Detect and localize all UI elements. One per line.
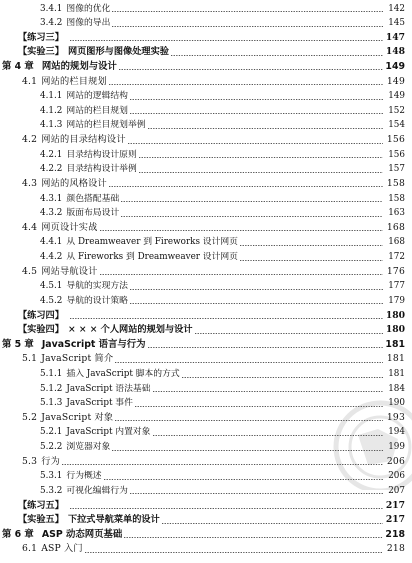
toc-title: JavaScript 简介: [41, 353, 114, 365]
dot-leader: [109, 84, 383, 85]
dot-leader: [171, 55, 383, 56]
toc-exercise-entry[interactable]: [18, 309, 405, 323]
toc-title: 可视化编辑行为: [66, 485, 128, 496]
toc-section-entry[interactable]: [40, 279, 405, 293]
toc-chapter-entry[interactable]: [2, 60, 405, 74]
toc-number: 4.3.2: [40, 208, 63, 219]
toc-page-number: 207: [388, 485, 405, 496]
toc-number: 【练习五】: [18, 499, 64, 511]
toc-number: 4.1.3: [40, 120, 63, 131]
toc-exercise-entry[interactable]: [18, 513, 405, 527]
toc-section-entry[interactable]: [40, 235, 405, 249]
toc-section-entry[interactable]: [40, 104, 405, 118]
toc-number: 4.5.2: [40, 295, 63, 306]
toc-page-number: 199: [388, 442, 405, 453]
toc-page-number: 149: [386, 75, 405, 87]
toc-title: 网页设计实战: [41, 221, 98, 233]
toc-page-number: 145: [388, 18, 405, 29]
toc-title: 图像的优化: [66, 3, 111, 14]
toc-page-number: 190: [388, 398, 405, 409]
dot-leader: [130, 303, 383, 304]
toc-number: 4.1.2: [40, 105, 63, 116]
toc-page-number: 158: [386, 177, 405, 189]
toc-section-entry[interactable]: [40, 294, 405, 308]
toc-exercise-entry[interactable]: [18, 31, 405, 45]
toc-page-number: 194: [388, 427, 405, 438]
dot-leader: [148, 128, 383, 129]
toc-title: 导航的设计策略: [66, 295, 128, 306]
toc-title: 网站导航设计: [41, 265, 98, 277]
toc-number: 【实验五】: [18, 514, 64, 526]
toc-section-entry[interactable]: [40, 2, 405, 16]
toc-section-entry[interactable]: [22, 352, 405, 366]
toc-title: JavaScript 内置对象: [66, 427, 151, 438]
toc-page-number: 176: [386, 265, 405, 277]
toc-number: 4.3: [22, 177, 38, 189]
toc-section-entry[interactable]: [22, 542, 405, 556]
toc-section-entry[interactable]: [22, 133, 405, 147]
toc-title: 目录结构设计原则: [66, 149, 137, 160]
toc-chapter-entry[interactable]: [2, 528, 405, 542]
dot-leader: [130, 113, 383, 114]
dot-leader: [115, 362, 383, 363]
dot-leader: [112, 11, 383, 12]
dot-leader: [130, 493, 383, 494]
dot-leader: [148, 347, 383, 348]
toc-title: 网站的栏目规划: [41, 75, 107, 87]
toc-page-number: 181: [385, 338, 405, 350]
toc-number: 4.1: [22, 75, 38, 87]
toc-title: 目录结构设计举例: [66, 164, 137, 175]
toc-page-number: 157: [388, 164, 405, 175]
toc-title: 网站的目录结构设计: [41, 134, 126, 146]
dot-leader: [130, 289, 383, 290]
toc-section-entry[interactable]: [40, 192, 405, 206]
toc-page-number: 147: [385, 31, 405, 43]
toc-title: JavaScript 语法基础: [66, 383, 151, 394]
dot-leader: [240, 260, 383, 261]
dot-leader: [100, 230, 383, 231]
toc-title: 颜色搭配基础: [66, 193, 120, 204]
dot-leader: [182, 377, 383, 378]
dot-leader: [70, 508, 383, 509]
dot-leader: [162, 523, 383, 524]
toc-page-number: 181: [386, 353, 405, 365]
toc-section-entry[interactable]: [22, 221, 405, 235]
dot-leader: [240, 245, 383, 246]
toc-number: 4.5.1: [40, 281, 63, 292]
toc-number: 【实验四】: [18, 324, 64, 336]
dot-leader: [119, 69, 383, 70]
toc-page-number: 180: [385, 324, 405, 336]
toc-section-entry[interactable]: [40, 148, 405, 162]
toc-title: 浏览器对象: [66, 442, 111, 453]
toc-number: 5.1.1: [40, 369, 63, 379]
toc-number: 5.2.2: [40, 442, 63, 453]
toc-page-number: 154: [388, 120, 405, 131]
toc-section-entry[interactable]: [40, 16, 405, 30]
toc-page-number: 156: [386, 134, 405, 146]
toc-section-entry[interactable]: [40, 367, 405, 381]
dot-leader: [85, 552, 383, 553]
dot-leader: [153, 391, 384, 392]
toc-title: 行为概述: [66, 471, 102, 482]
toc-number: 4.4.1: [40, 237, 63, 248]
toc-title: JavaScript 对象: [41, 411, 114, 423]
toc-exercise-entry[interactable]: [18, 499, 405, 513]
toc-section-entry[interactable]: [40, 206, 405, 220]
toc-title: ASP 入门: [41, 543, 83, 555]
toc-title: 行为: [41, 455, 60, 467]
toc-page-number: 148: [385, 46, 405, 58]
toc-page-number: 218: [385, 528, 405, 540]
toc-page-number: 172: [388, 252, 405, 263]
dot-leader: [112, 26, 383, 27]
dot-leader: [70, 40, 383, 41]
toc-title: 网页图形与图像处理实验: [67, 46, 169, 58]
toc-page-number: 152: [388, 105, 405, 116]
toc-page-number: 181: [388, 369, 405, 379]
toc-section-entry[interactable]: [40, 250, 405, 264]
toc-number: 4.2: [22, 134, 38, 146]
toc-section-entry[interactable]: [40, 89, 405, 103]
toc-page-number: 218: [386, 543, 405, 555]
toc-page-number: 163: [388, 208, 405, 219]
toc-chapter-entry[interactable]: [2, 338, 405, 352]
toc-number: 3.4.1: [40, 3, 63, 14]
toc-title: 导航的实现方法: [66, 281, 128, 292]
toc-page-number: 217: [385, 514, 405, 526]
toc-title: 网站的逻辑结构: [66, 91, 128, 102]
toc-number: 4.5: [22, 265, 38, 277]
toc-title: 插入 JavaScript 脚本的方式: [66, 369, 180, 379]
toc-title: 下拉式导航菜单的设计: [67, 514, 160, 526]
toc-number: 6.1: [22, 543, 38, 555]
toc-number: 4.3.1: [40, 193, 63, 204]
toc-page-number: 206: [386, 455, 405, 467]
toc-title: 网站的栏目规划: [66, 105, 128, 116]
toc-title: 图像的导出: [66, 18, 111, 29]
toc-title: 网站的风格设计: [41, 177, 107, 189]
dot-leader: [100, 274, 383, 275]
dot-leader: [70, 318, 383, 319]
toc-title: JavaScript 语言与行为: [41, 338, 146, 350]
toc-page-number: 142: [388, 3, 405, 14]
toc-number: 5.1.2: [40, 383, 63, 394]
dot-leader: [130, 99, 383, 100]
toc-exercise-entry[interactable]: [18, 45, 405, 59]
toc-number: 5.3.1: [40, 471, 63, 482]
toc-exercise-entry[interactable]: [18, 323, 405, 337]
toc-number: 5.3: [22, 455, 38, 467]
toc-number: 第 6 章: [2, 528, 34, 540]
toc-page-number: 177: [388, 281, 405, 292]
toc-number: 5.3.2: [40, 485, 63, 496]
toc-number: 4.1.1: [40, 91, 63, 102]
toc-number: 5.2.1: [40, 427, 63, 438]
toc-number: 5.1.3: [40, 398, 63, 409]
toc-page-number: 180: [385, 309, 405, 321]
toc-number: 3.4.2: [40, 18, 63, 29]
toc-page-number: 193: [386, 411, 405, 423]
toc-section-entry[interactable]: [40, 162, 405, 176]
toc-number: 第 4 章: [2, 60, 34, 72]
toc-page-number: 206: [388, 471, 405, 482]
toc-section-entry[interactable]: [22, 75, 405, 89]
toc-title: × × × 个人网站的规划与设计: [67, 324, 193, 336]
toc-section-entry[interactable]: [22, 177, 405, 191]
toc-section-entry[interactable]: [22, 265, 405, 279]
toc-title: 版面布局设计: [66, 208, 120, 219]
dot-leader: [109, 186, 383, 187]
dot-leader: [121, 201, 383, 202]
toc-page-number: 168: [386, 221, 405, 233]
dot-leader: [124, 537, 383, 538]
dot-leader: [128, 143, 383, 144]
dot-leader: [139, 157, 383, 158]
toc-page-number: 179: [388, 295, 405, 306]
toc-page-number: 149: [388, 91, 405, 102]
toc-title: ASP 动态网页基础: [41, 528, 123, 540]
library-seal-watermark: [318, 395, 412, 490]
toc-title: 网站的栏目规划举例: [66, 120, 146, 131]
toc-title: 从 Fireworks 到 Dreamweaver 设计网页: [66, 252, 238, 263]
toc-number: 4.2.1: [40, 149, 63, 160]
toc-page-number: 184: [388, 383, 405, 394]
toc-page-number: 217: [385, 499, 405, 511]
toc-page-number: 168: [388, 237, 405, 248]
toc-number: 5.1: [22, 353, 38, 365]
toc-page-number: 158: [388, 193, 405, 204]
toc-number: 4.2.2: [40, 164, 63, 175]
toc-number: 【实验三】: [18, 46, 64, 58]
toc-number: 【练习三】: [18, 31, 64, 43]
toc-section-entry[interactable]: [40, 382, 405, 396]
toc-section-entry[interactable]: [40, 118, 405, 132]
toc-page-number: 156: [388, 149, 405, 160]
toc-number: 4.4.2: [40, 252, 63, 263]
dot-leader: [195, 333, 383, 334]
toc-title: JavaScript 事件: [66, 398, 133, 409]
toc-title: 网站的规划与设计: [41, 60, 117, 72]
dot-leader: [139, 172, 383, 173]
toc-title: 从 Dreamweaver 到 Fireworks 设计网页: [66, 237, 238, 248]
toc-number: 5.2: [22, 411, 38, 423]
toc-number: 第 5 章: [2, 338, 34, 350]
toc-number: 4.4: [22, 221, 38, 233]
toc-page-number: 149: [385, 60, 405, 72]
toc-number: 【练习四】: [18, 309, 64, 321]
dot-leader: [121, 216, 383, 217]
